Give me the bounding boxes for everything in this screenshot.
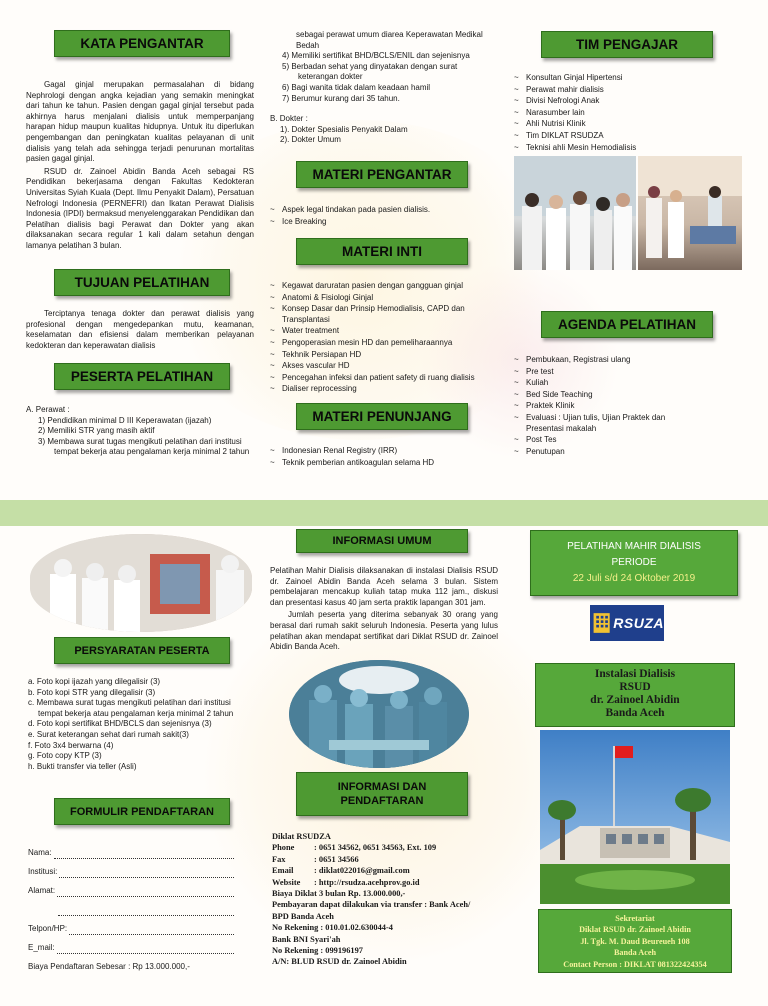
hospital-building-photo (540, 730, 730, 904)
secretariat-box (538, 909, 732, 973)
kata-pengantar-paragraph: RSUD dr. Zainoel Abidin Banda Aceh sebagai RS Pendidikan bekerjasama dengan Fakultas Kedokteran Universitas Syiah Kuala (Dept. Ilmu Penyakit Dalam), Persatuan Nefrologi Indonesia (PERNEFRI) dan Ikatan Perawat Dialisis Indonesia (IPDI) bermaksud menyelenggarakan Pendidikan dan Pelatihan dialisis bagi Perawat dan Dokter yang akan dilaksanakan secara regular 1 kali dalam setahun dengan lamanya pelatihan 3 bulan. (26, 166, 254, 250)
form-row-email[interactable] (28, 935, 234, 954)
staff-photo-illustration (514, 156, 636, 270)
form-row-alamat[interactable] (28, 878, 234, 897)
list-item: e. Surat keterangan sehat dari rumah sakit(3) (28, 729, 189, 739)
registration-form (28, 840, 234, 973)
name-field[interactable] (54, 851, 234, 859)
peserta-list-continued (270, 30, 498, 146)
institution-field[interactable] (59, 870, 234, 878)
list-item: 1). Dokter Spesialis Penyakit Dalam (280, 124, 408, 134)
field-label: Institusi: (28, 867, 58, 877)
list-item: ~ Praktek Klinik (514, 401, 744, 412)
informasi-umum-header: INFORMASI UMUM (296, 529, 468, 553)
institution-box (535, 663, 735, 727)
list-item: c. Membawa surat tugas mengikuti pelatihan dari institusi tempat bekerja atau pengalaman kerja minimal 2 tahun (28, 698, 234, 718)
address-field-line2[interactable] (58, 908, 234, 916)
surgery-photo (289, 660, 469, 768)
list-item: ~ Divisi Nefrologi Anak (514, 96, 744, 107)
organization-name: Diklat RSUDZA (272, 832, 331, 841)
list-item: 3) Membawa surat tugas mengikuti pelatihan dari institusi tempat bekerja atau pengalaman kerja minimal 2 tahun (38, 436, 250, 457)
materi-pengantar-header: MATERI PENGANTAR (296, 161, 468, 188)
agenda-list (514, 355, 744, 458)
informasi-pendaftaran-header (296, 772, 468, 816)
form-row-nama[interactable] (28, 840, 234, 859)
peserta-list-perawat (26, 405, 254, 458)
outer-panels (0, 526, 768, 1006)
contact-value: : 0651 34566 (314, 854, 359, 864)
list-item: ~ Tim DIKLAT RSUDZA (514, 131, 744, 142)
training-class-photo (30, 534, 252, 632)
dialysis-room-illustration (638, 156, 742, 270)
field-label: Alamat: (28, 886, 56, 896)
header-line: PENDAFTARAN (340, 795, 424, 807)
secretariat-line: Jl. Tgk. M. Daud Beureueh 108 (580, 936, 690, 946)
contact-row-fax (272, 854, 500, 865)
list-item: ~ Indonesian Renal Registry (IRR) (270, 446, 498, 457)
list-item: ~ Pencegahan infeksi dan patient safety di ruang dialisis (270, 373, 498, 384)
secretariat-line: Banda Aceh (613, 948, 657, 958)
list-item: 2). Dokter Umum (280, 135, 341, 145)
list-item: ~ Kuliah (514, 378, 744, 389)
payment-line: A/N: BLUD RSUD dr. Zainoel Abidin (272, 957, 407, 967)
materi-penunjang-list (270, 446, 498, 469)
contact-info (272, 831, 500, 968)
list-item: a. Foto kopi ijazah yang dilegalisir (3) (28, 677, 161, 686)
contact-row-website (272, 877, 500, 888)
inner-panels (0, 0, 768, 500)
field-label: E_mail: (28, 943, 55, 953)
perawat-label: A. Perawat : (26, 405, 70, 414)
header-line: INFORMASI DAN (337, 781, 427, 793)
rsuza-logo (590, 605, 664, 641)
institution-line: RSUD (619, 681, 651, 693)
informasi-umum-paragraph: Jumlah peserta yang diterima sebanyak 30 orang yang berasal dari rumah sakit seluruh Indonesia. Peserta yang lulus pelatihan akan mendapat sertifikat dari Diklat RSUD dr. Zainoel Abidin Banda Aceh. (270, 610, 498, 652)
registration-fee: Biaya Pendaftaran Sebesar : Rp 13.000.000,- (28, 962, 190, 971)
phone-field[interactable] (69, 927, 234, 935)
list-item: b. Foto kopi STR yang dilegalisir (3) (28, 687, 156, 697)
list-item: ~ Perawat mahir dialisis (514, 85, 744, 96)
contact-key: Fax (272, 854, 286, 864)
list-item: ~ Water treatment (270, 326, 498, 337)
payment-line: Biaya Diklat 3 bulan Rp. 13.000.000,- (272, 889, 406, 899)
payment-line: No Rekening : 010.01.02.630044-4 (272, 923, 393, 933)
list-item: ~ Pembukaan, Registrasi ulang (514, 355, 744, 366)
form-row-alamat-2[interactable] (28, 897, 234, 916)
payment-line: Bank BNI Syari'ah (272, 934, 341, 944)
list-item: g. Foto copy KTP (3) (28, 751, 102, 761)
list-item: 4) Memiliki sertifikat BHD/BCLS/ENIL dan sejenisnya (282, 51, 470, 61)
list-item: f. Foto 3x4 berwarna (4) (28, 740, 114, 750)
tujuan-text: Terciptanya tenaga dokter dan perawat dialisis yang profesional dengan mengedepankan mutu, keamanan, keselamatan dan efisiensi dalam memberikan pelayanan kedokteran dan keperawatan dialisis (26, 309, 254, 350)
list-item: 1) Pendidikan minimal D III Keperawatan (ijazah) (38, 415, 212, 425)
list-item: ~ Narasumber lain (514, 108, 744, 119)
cover-period: 22 Juli s/d 24 Oktober 2019 (572, 573, 696, 584)
list-item: h. Bukti transfer via teller (Asli) (28, 761, 137, 771)
list-item: ~ Kegawat daruratan pasien dengan gangguan ginjal (270, 281, 498, 292)
informasi-umum-paragraph: Pelatihan Mahir Dialisis dilaksanakan di instalasi Dialisis RSUD dr. Zainoel Abidin Banda Aceh selama 3 bulan. Sistem pembelajaran mencakup kuliah tatap muka 112 jam., diskusi dan presentasi kasus 40 jam serta praktik lapangan 301 jam. (270, 566, 498, 607)
kata-pengantar-paragraph: Gagal ginjal merupakan permasalahan di bidang Nephrologi dengan angka kejadian yang semakin meningkat dari tahun ke tahun. Pasien dengan gagal ginjal tersebut pada akhirnya harus menjalani dialisis untuk memperpanjang harapan hidup maupun kualitas hidupnya. Untuk itu diperlukan pengembangan dan peningkatan kualitas pelayanan di unit dialisis yang telah ada sehingga terjadi penurunan mortalitas pasien gagal ginjal. (26, 80, 254, 164)
list-item: 7) Berumur kurang dari 35 tahun. (282, 93, 400, 103)
list-item: ~ Ahli Nutrisi Klinik (514, 119, 744, 130)
list-item: sebagai perawat umum diarea Keperawatan Medikal Bedah (296, 30, 483, 50)
list-item: ~ Pre test (514, 367, 744, 378)
kata-pengantar-header: KATA PENGANTAR (54, 30, 230, 57)
kata-pengantar-body (26, 80, 254, 252)
address-field[interactable] (57, 889, 234, 897)
logo-text: RSUZA (613, 615, 664, 631)
list-item: ~ Post Tes (514, 435, 744, 446)
fold-divider (0, 500, 768, 526)
hospital-building-illustration (540, 730, 730, 904)
contact-key: Email (272, 866, 294, 876)
institution-line: Instalasi Dialisis (594, 668, 676, 680)
list-item: ~ Akses vascular HD (270, 361, 498, 372)
peserta-header: PESERTA PELATIHAN (54, 363, 230, 390)
materi-penunjang-header: MATERI PENUNJANG (296, 403, 468, 430)
list-item: ~ Ice Breaking (270, 217, 498, 228)
list-item: 6) Bagi wanita tidak dalam keadaan hamil (282, 82, 431, 92)
contact-row-email (272, 865, 500, 876)
list-item: ~ Pengoperasian mesin HD dan pemeliharaannya (270, 338, 498, 349)
field-label: Nama: (28, 848, 52, 858)
cover-title-line: PELATIHAN MAHIR DIALISIS (567, 541, 701, 552)
secretariat-line: Diklat RSUD dr. Zainoel Abidin (579, 925, 691, 935)
email-link[interactable]: : diklat022016@gmail.com (314, 866, 410, 876)
tim-pengajar-header: TIM PENGAJAR (541, 31, 713, 58)
list-item: ~ Penutupan (514, 447, 744, 458)
institution-line: Banda Aceh (605, 707, 665, 719)
list-item: ~ Teknisi ahli Mesin Hemodialisis (514, 143, 744, 154)
cover-title (530, 530, 738, 596)
list-item: ~ Tekhnik Persiapan HD (270, 350, 498, 361)
contact-key: Phone (272, 843, 295, 853)
persyaratan-list (28, 677, 256, 772)
secretariat-line: Sekretariat (615, 914, 655, 923)
persyaratan-header: PERSYARATAN PESERTA (54, 637, 230, 664)
contact-person: Contact Person : DIKLAT 081322424354 (563, 959, 707, 969)
materi-pengantar-list (270, 205, 498, 228)
staff-photo (514, 156, 636, 270)
cover-title-line: PERIODE (611, 557, 657, 568)
informasi-umum-body (270, 566, 498, 653)
list-item: d. Foto kopi sertifikat BHD/BCLS dan sejenisnya (3) (28, 719, 212, 729)
training-class-illustration (30, 534, 252, 632)
list-item: ~ Bed Side Teaching (514, 390, 744, 401)
dialysis-room-photo (638, 156, 742, 270)
list-item: 2) Memiliki STR yang masih aktif (38, 426, 155, 436)
contact-key: Website (272, 877, 301, 887)
list-item: ~ Evaluasi : Ujian tulis, Ujian Praktek dan Presentasi makalah (514, 413, 744, 434)
payment-line: Pembayaran dapat dilakukan via transfer : Bank Aceh/ (272, 900, 471, 910)
field-label: Telpon/HP: (28, 924, 68, 934)
website-link[interactable]: : http://rsudza.acehprov.go.id (314, 877, 420, 887)
logo-emblem-icon (590, 608, 613, 638)
payment-line: No Rekening : 099196197 (272, 946, 363, 956)
agenda-header: AGENDA PELATIHAN (541, 311, 713, 338)
list-item: ~ Teknik pemberian antikoagulan selama HD (270, 458, 498, 469)
payment-line: BPD Banda Aceh (272, 911, 334, 921)
list-item: ~ Konsep Dasar dan Prinsip Hemodialisis, CAPD dan Transplantasi (270, 304, 498, 325)
materi-inti-list (270, 281, 498, 396)
surgery-illustration (289, 660, 469, 768)
contact-value: : 0651 34562, 0651 34563, Ext. 109 (314, 843, 437, 853)
list-item: ~ Dialiser reprocessing (270, 384, 498, 395)
email-field[interactable] (57, 946, 234, 954)
form-row-telpon[interactable] (28, 916, 234, 935)
tim-pengajar-list (514, 73, 744, 154)
tujuan-header: TUJUAN PELATIHAN (54, 269, 230, 296)
list-item: ~ Konsultan Ginjal Hipertensi (514, 73, 744, 84)
materi-inti-header: MATERI INTI (296, 238, 468, 265)
form-row-institusi[interactable] (28, 859, 234, 878)
list-item: ~ Aspek legal tindakan pada pasien dialisis. (270, 205, 498, 216)
dokter-label: B. Dokter : (270, 114, 308, 124)
list-item: ~ Anatomi & Fisiologi Ginjal (270, 293, 498, 304)
institution-line: dr. Zainoel Abidin (590, 694, 680, 706)
contact-row-phone (272, 842, 500, 853)
tujuan-body (26, 309, 254, 351)
list-item: 5) Berbadan sehat yang dinyatakan dengan surat keterangan dokter (282, 61, 458, 82)
formulir-header: FORMULIR PENDAFTARAN (54, 798, 230, 825)
